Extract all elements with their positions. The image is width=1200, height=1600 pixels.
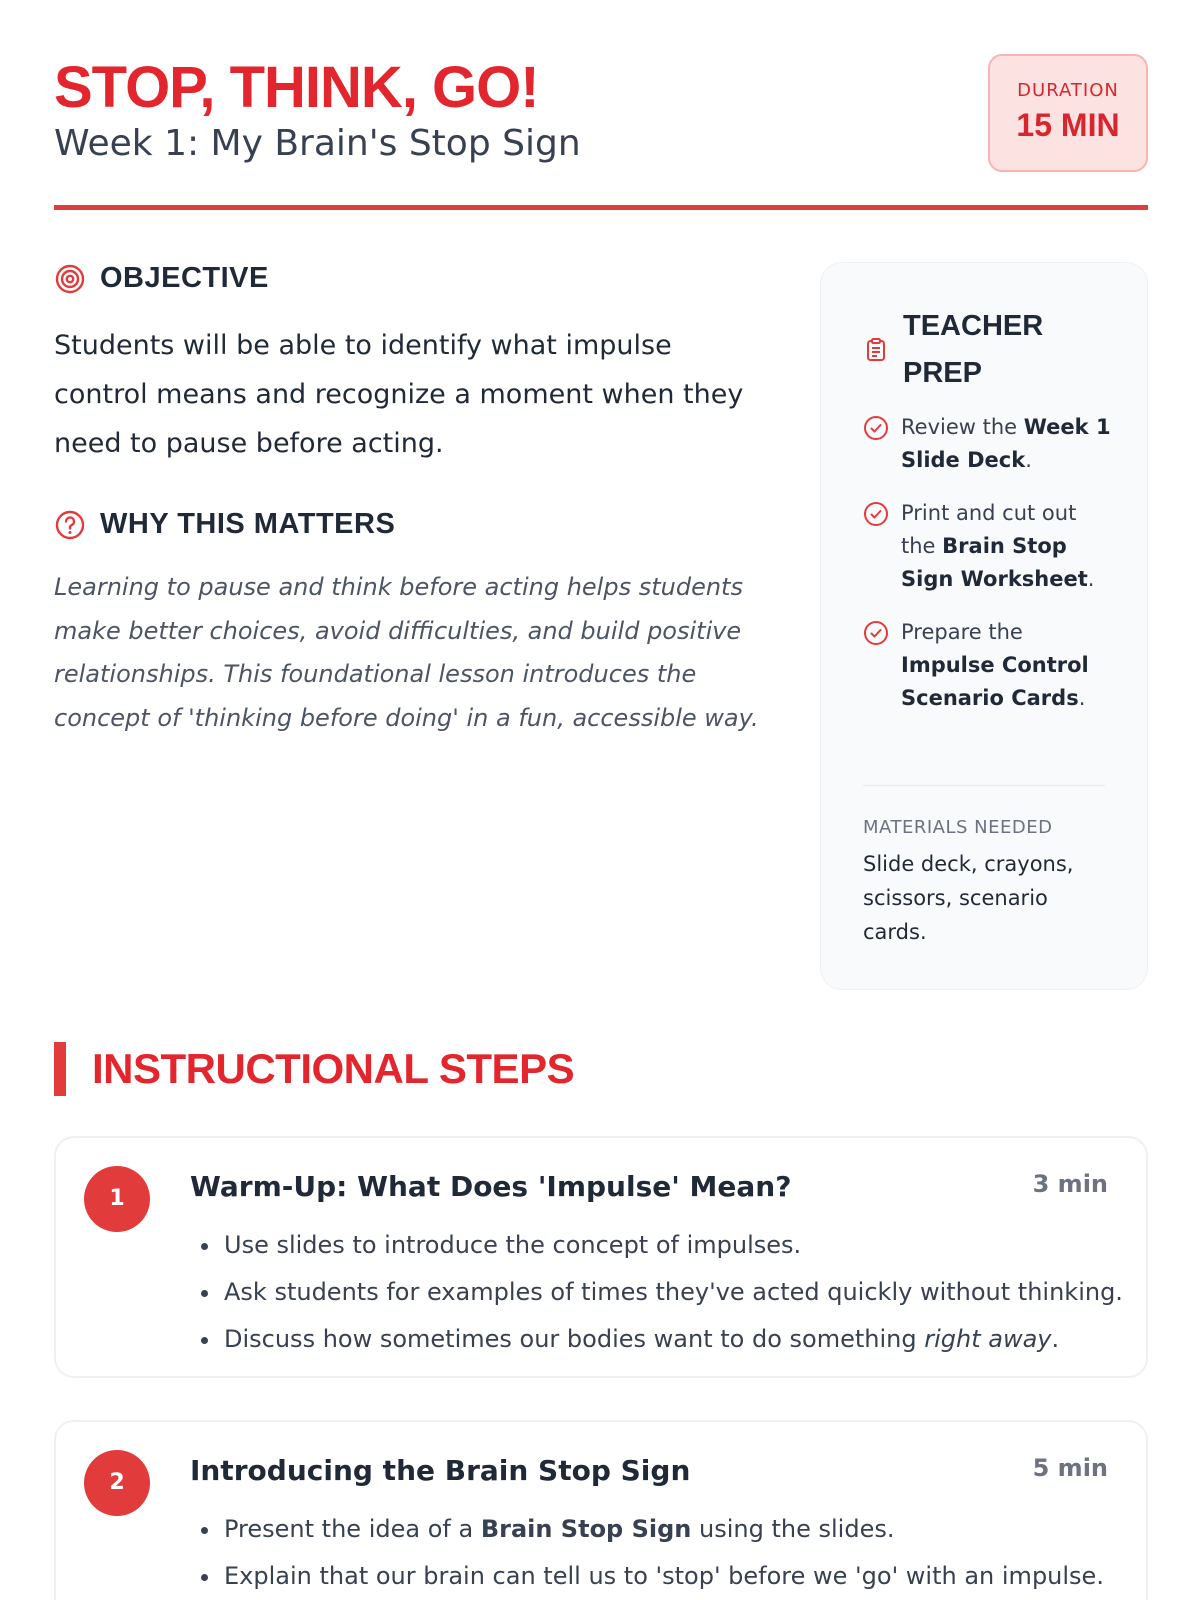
prep-item-name: Week 1 Slide Deck xyxy=(901,415,1111,472)
objective-heading xyxy=(54,262,269,295)
prep-item-end: . xyxy=(1087,567,1095,591)
duration-value: 15 MIN xyxy=(1016,107,1120,143)
step-bullet-text: Present the idea of a xyxy=(224,1515,474,1543)
duration-label: DURATION xyxy=(1017,80,1119,101)
prep-item-end: . xyxy=(1025,448,1032,472)
prep-item xyxy=(863,411,1113,477)
check-circle-icon xyxy=(863,415,889,441)
step-bullet-text: using the slides. xyxy=(699,1515,895,1543)
teacher-prep-heading-label: TEACHER PREP xyxy=(903,310,1044,389)
prep-item xyxy=(863,616,1113,715)
check-circle-icon xyxy=(863,620,889,646)
page-title: STOP, THINK, GO! xyxy=(54,55,539,120)
step-time: 5 min xyxy=(1032,1454,1108,1482)
prep-item-verb: Prepare the xyxy=(901,620,1023,644)
prep-item-name: Brain Stop Sign Worksheet xyxy=(901,534,1088,591)
step-bullet-text: Discuss how sometimes our bodies want to do something xyxy=(224,1325,917,1353)
why-heading xyxy=(54,508,395,541)
step-bullet: • Explain that our brain can tell us to 'stop' before we 'go' with an impulse. xyxy=(222,1553,1142,1600)
step-bullet-emphasis: right away xyxy=(924,1325,1052,1353)
step-bullet xyxy=(222,1506,1142,1553)
question-circle-icon xyxy=(54,509,86,541)
steps-heading-label: INSTRUCTIONAL STEPS xyxy=(92,1045,575,1092)
step-bullet: • Ask students for examples of times they've acted quickly without thinking. xyxy=(222,1269,1142,1316)
why-heading-label: WHY THIS MATTERS xyxy=(100,508,396,540)
materials-label: MATERIALS NEEDED xyxy=(863,817,1053,838)
step-bullets xyxy=(222,1222,1142,1363)
prep-item-verb: Review the xyxy=(901,415,1018,439)
steps-heading-bar xyxy=(54,1042,66,1096)
check-circle-icon xyxy=(863,501,889,527)
step-number: 1 xyxy=(84,1166,150,1232)
steps-heading xyxy=(54,1042,574,1096)
step-card xyxy=(54,1420,1148,1600)
prep-checklist xyxy=(863,411,1113,735)
prep-item-name: Impulse Control Scenario Cards xyxy=(901,653,1089,710)
target-icon xyxy=(54,263,86,295)
clipboard-icon xyxy=(863,337,889,363)
why-text: Learning to pause and think before acting helps students make better choices, avoid difficulties, and build positive relationships. This foundational lesson introduces the concept of 'thinking before doing' in a fun, accessible way. xyxy=(54,573,759,732)
prep-item-verb: Print and cut out the xyxy=(901,501,1077,558)
step-card xyxy=(54,1136,1148,1378)
step-time: 3 min xyxy=(1032,1170,1108,1198)
step-number: 2 xyxy=(84,1450,150,1516)
objective-text: Students will be able to identify what impulse control means and recognize a moment when they need to pause before acting. xyxy=(54,330,744,459)
step-bullet-end: . xyxy=(1051,1325,1060,1353)
step-title: Introducing the Brain Stop Sign xyxy=(190,1454,691,1487)
teacher-prep-heading xyxy=(863,303,1083,397)
prep-item xyxy=(863,497,1113,596)
lesson-header xyxy=(54,54,1148,210)
page-subtitle: Week 1: My Brain's Stop Sign xyxy=(54,123,581,164)
step-title: Warm-Up: What Does 'Impulse' Mean? xyxy=(190,1170,792,1203)
duration-badge xyxy=(988,54,1148,172)
step-bullet xyxy=(222,1316,1142,1363)
teacher-prep-card xyxy=(820,262,1148,990)
step-bullet: • Use slides to introduce the concept of impulses. xyxy=(222,1222,1142,1269)
materials-text: Slide deck, crayons, scissors, scenario cards. xyxy=(863,852,1074,944)
step-bullet-bold: Brain Stop Sign xyxy=(480,1515,692,1543)
prep-divider xyxy=(863,785,1105,786)
prep-item-end: . xyxy=(1078,686,1086,710)
step-bullets xyxy=(222,1506,1142,1600)
objective-heading-label: OBJECTIVE xyxy=(100,262,269,294)
